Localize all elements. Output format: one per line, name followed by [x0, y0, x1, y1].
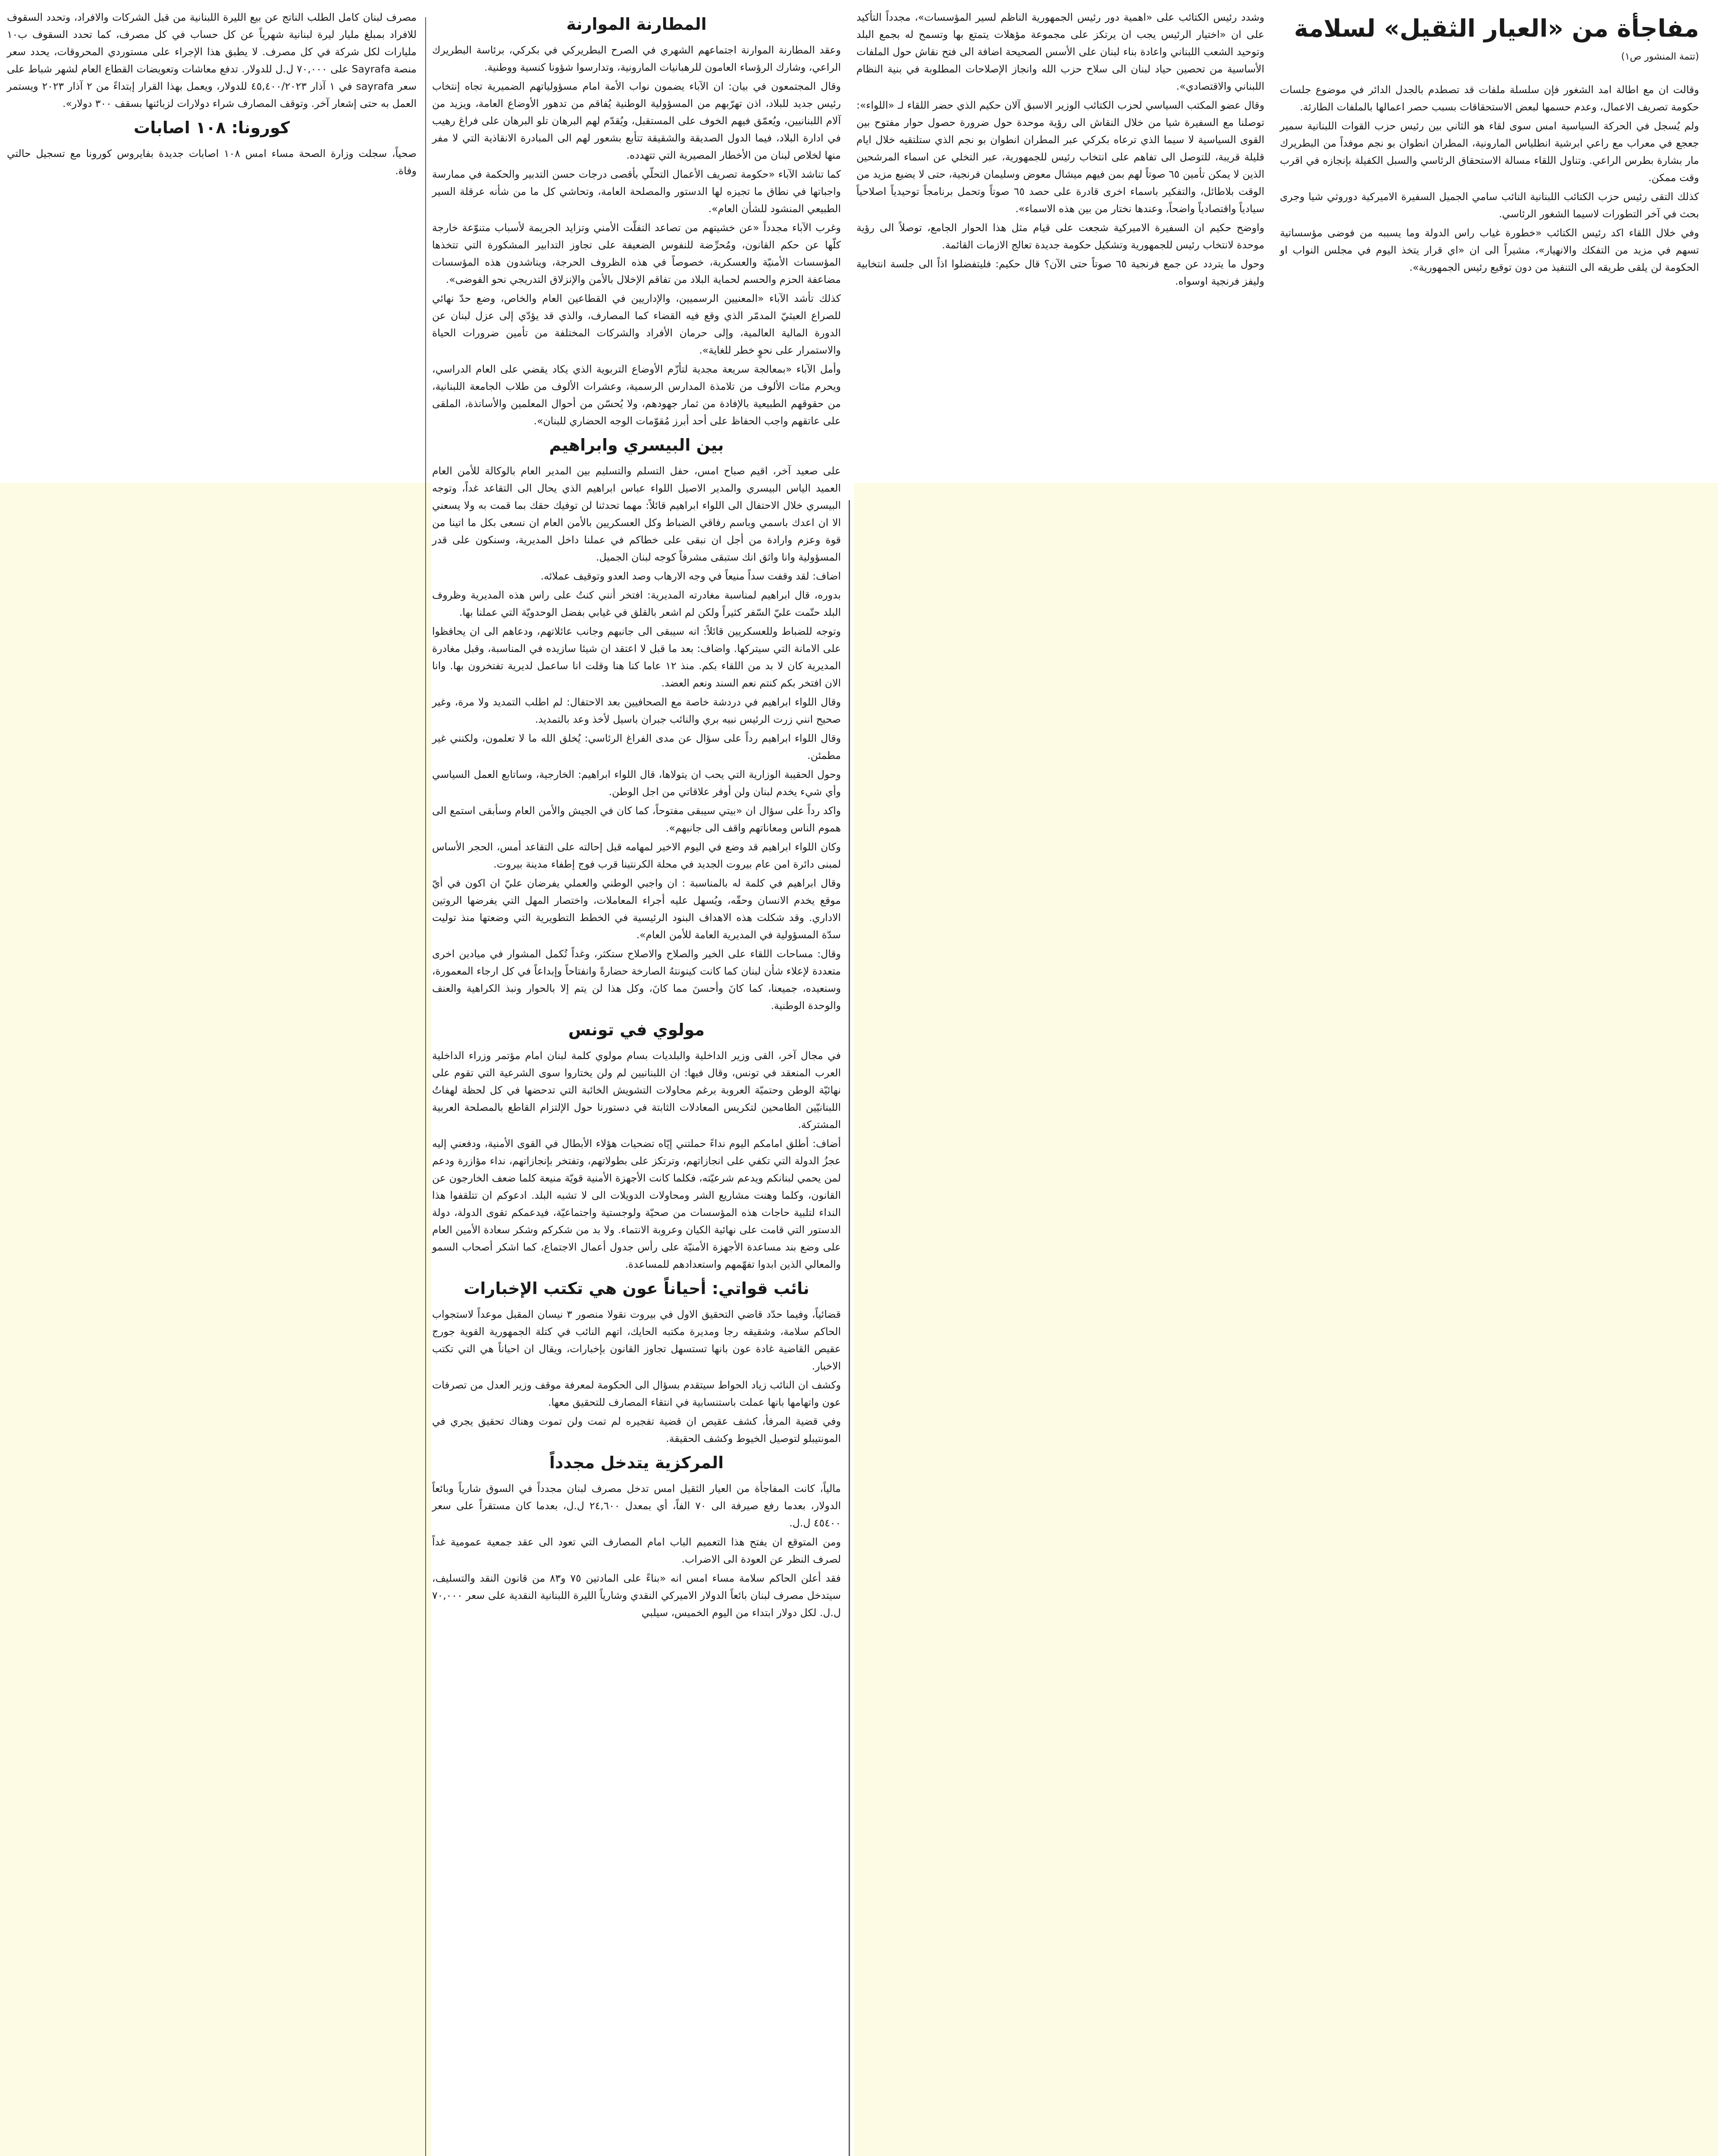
paragraph: اضاف: لقد وقفت سداً منيعاً في وجه الارهاب وصد العدو وتوقيف عملائه.: [540, 570, 841, 582]
column-3: [432, 9, 841, 1623]
paragraph: بدوره، قال ابراهيم لمناسبة مغادرته المديرية: افتخر أنني كنتُ على راس هذه المديرية وظروف البلد حتّمت عليّ السّفر كثيراً ولكن لم اشعر بالقلق في غيابي بفضل الوحدويّة التي عملنا بها.: [432, 589, 841, 618]
column-1: [1280, 9, 1699, 278]
byline: (تتمة المنشور ص١): [1621, 51, 1699, 62]
paragraph: وقال المجتمعون في بيان: ان الآباء يضمون نواب الأمة امام مسؤولياتهم الضميرية تجاه إنتخاب رئيس جديد للبلاد، اذن تهرّبهم من المسؤولية الوطنية يُفاقم من تدهور الأوضاع العامة، ويزيد من آلام اللبنانيين، ويُعمّق فيهم الخوف على المستقبل، ويُقدّم لهم البرهان تلو البرهان على فراغ رهيب في ادارة البلاد، فيما الدول الصديقة والشقيقة تتأبع بشعور لهم الى المبادرة الانقاذية التي لا مفر منها لخلاص لبنان من الأخطار المصيرية التي تتهدده.: [432, 80, 841, 161]
paragraph: وغرب الآباء مجدداً «عن خشيتهم من تصاعد التفلّت الأمني وتزايد الجريمة لأسباب متنوّعة خارجة كلّها عن حكم القانون، ومُحرِّضة للنفوس الضعيفة على تجاوز التدابير المشكورة التي تتخذها المؤسسات الأمنيّة والعسكرية، خصوصاً في هذه الظروف الحرجة، ويناشدون هذه المؤسسات مضاعفة الحزم والحسم لحماية البلاد من تفاقم الإخلال بالأمن والإنزلاق التدريجي نحو الفوضى».: [432, 222, 841, 285]
paragraph: وقالت ان مع اطالة امد الشغور فإن سلسلة ملفات قد تصطدم بالجدل الدائر في موضوع جلسات حكومة تصريف الاعمال، وعدم حسمها لبعض الاستحقاقات بسبب حصر اعمالها بالملفات الطارئة.: [1280, 84, 1699, 113]
paragraph: وكشف ان النائب زياد الحواط سيتقدم بسؤال الى الحكومة لمعرفة موقف وزير العدل من تصرفات عون واتهامها بانها عملت باستنسابية في انتقاء المصارف للتحقيق معها.: [432, 1379, 841, 1408]
paragraph: وقال: مساحات اللقاء على الخير والصلاح والاصلاح ستكثر، وغداً تُكمل المشوار في ميادين اخرى متعددة لإعلاء شأن لبنان كما كانت كينونتهُ الصارخة حضارةً وانفتاحاً وإبداعاً في كل ارجاء المعمورة، وسنعيده، جميعنا، كما كانَ وأحسنَ مما كانَ، وكل هذا لن يتم إلا بالحوار ونبذ الكراهية والعنف والوحدة الوطنية.: [432, 948, 841, 1012]
paragraph: في مجال آخر، القى وزير الداخلية والبلديات بسام مولوي كلمة لبنان امام مؤتمر وزراء الداخلية العرب المنعقد في تونس، وقال فيها: ان اللبنانيين لم ولن يختاروا سوى الشرعية التي تقوم على نهائيّة الوطن وحتميّة العروبة برغم محاولات التشويش الخائبة التي تدحضها في كل لحظة لهفاتُ اللبنانيّين الطامحين لتكريس المعادلات الثابتة في دستورنا حول الإلتزام القاطع بالمصلحة العربية المشتركة.: [432, 1050, 841, 1131]
paragraph: وفي قضية المرفأ، كشف عقيص ان قضية تفجيره لم تمت ولن تموت وهناك تحقيق يجري في المونتيبلو لتوصيل الخيوط وكشف الحقيقة.: [432, 1415, 841, 1445]
column-4: [7, 9, 417, 181]
paragraph: وقال اللواء ابراهيم في دردشة خاصة مع الصحافيين بعد الاحتفال: لم اطلب التمديد ولا مرة، وغير صحيح انني زرت الرئيس نبيه بري والنائب جبران باسيل لأخذ وعد بالتمديد.: [432, 696, 841, 725]
paragraph: أضاف: أطلق امامكم اليوم نداءً حملتني إيّاه تضحيات هؤلاء الأبطال في القوى الأمنية، ودفعني إليه عجزُ الدولة التي تكفي على انجازاتهم، وترتكز على بطولاتهم، وتفتخر بإنجازاتهم، نداء مؤازرة ودعم لمن يحمي لبنانكم ويدعم شرعيّته، فكلما كانت الأجهزة الأمنية قويّة منيعة كلما ضعف الخارجون عن القانون، وكلما وهنت مشاريع الشر ومحاولات الدويلات الى لا تشبه البلد. ادعوكم ان تتلقفوا هذا النداء لتلبية حاجات هذه المؤسسات من صحيّة ولوجستية واجتماعيّة، فيدعمكم تقوى الدولة، دولة الدستور التي قامت على نهائية الكيان وعروبة الانتماء. ولا بد من شكركم وشكر سعادة الأمين العام على وضع بند مساعدة الأجهزة الأمنيّة على رأس جدول أعمال الاجتماع، كما اشكر أصحاب السمو والمعالي الذين ابدوا تفهّمهم واستعدادهم للمساعدة.: [432, 1138, 841, 1270]
section-heading: كورونا: ١٠٨ اصابات: [134, 118, 290, 137]
paragraph: قضائياً، وفيما حدّد قاضي التحقيق الاول في بيروت نقولا منصور ٣ نيسان المقبل موعداً لاستجواب الحاكم سلامة، وشقيقه رجا ومديرة مكتبه الحايك، اتهم النائب في كتلة الجمهورية القوية جورج عقيص القاضية غادة عون بانها تستسهل تجاوز القانون بإخبارات، ويقال ان احياناً هي التي تكتب الاخبار.: [432, 1308, 841, 1372]
column-2: [856, 9, 1264, 291]
section-heading: المركزية يتدخل مجدداً: [549, 1453, 724, 1472]
paragraph: مالياً، كانت المفاجأة من العيار الثقيل امس تدخل مصرف لبنان مجدداً في السوق شارياً وبائعاً الدولار، بعدما رفع صيرفة الى ٧٠ الفاً، أي بمعدل ٢٤,٦٠٠ ل.ل، بعدما كان مستقراً على سعر ٤٥٤٠٠ ل.ل.: [432, 1482, 841, 1529]
paragraph: وقال ابراهيم في كلمة له بالمناسبة : ان واجبي الوطني والعملي يفرضان عليّ ان اكون في أيّ موقع يخدم الانسان وحقّه، ويُسهل عليه أجراء المعاملات، واختصار المهل التي يفرضها الروتين الاداري. وقد شكلت هذه الاهداف البنود الرئيسية في الخطط التطويرية التي وضعتها منذ توليت سدّة المسؤولية في المديرية العامة للأمن العام».: [432, 877, 841, 941]
headline: مفاجأة من «العيار الثقيل» لسلامة: [1294, 15, 1699, 43]
paragraph: كذلك التقى رئيس حزب الكتائب اللبنانية النائب سامي الجميل السفيرة الاميركية دوروثي شيا وجرى بحث في آخر التطورات لاسيما الشغور الرئاسي.: [1280, 191, 1699, 220]
paragraph: وتوجه للضباط وللعسكريين قائلاً: انه سيبقى الى جانبهم وجانب عائلاتهم، ودعاهم الى ان يحافظوا على الامانة التي سيتركها. واضاف: بعد ما قبل لا اعتقد ان شيئا سازيده في المناسبة، وقبل مغادرة المديرية كان لا بد من اللقاء بكم. منذ ١٢ عاما كنا هنا وقلت انا ساعمل لديرية تفتخرون بها. وانا الان افتخر بكم كنتم نعم السند ونعم العضد.: [432, 625, 841, 689]
section-heading: مولوي في تونس: [568, 1020, 705, 1039]
paragraph: كما تناشد الآباء «حكومة تصريف الأعمال التحلّي بأقصى درجات حسن التدبير والحكمة في ممارسة واجباتها في نطاق ما تجيزه لها الدستور والمصلحة العامة، وتحاشي كل ما من شأنه عرقلة السير الطبيعي المنشود للشأن العام».: [432, 168, 841, 215]
paragraph: وقال عضو المكتب السياسي لحزب الكتائب الوزير الاسبق آلان حكيم الذي حضر اللقاء لـ «اللواء»: توصلنا مع السفيرة شيا من خلال النقاش الى رؤية موحدة حول ضرورة حصول حوار مفتوح بين القوى السياسية لا سيما الذي ترعاه بكركي عبر المطران انطوان بو نجم الذي ستلتقيه خلال ايام قليلة قريبة، للتوصل الى تفاهم على انتخاب رئيس للجمهورية، عبر التخلي عن اسماء المرشحين الذين لا يمكن تأمين ٦٥ صوتاً لهم بمن فيهم ميشال معوض وسليمان فرنجية، حتى لا يضيع مزيد من الوقت بلاطائل، والتفكير باسماء اخرى قادرة على حصد ٦٥ صوتاً وتحمل برنامجاً توحيدياً اصلاحياً سيادياً واقتصادياً واضحاً، وعندها نختار من بين هذه الاسماء».: [856, 99, 1264, 215]
column-rule: [849, 500, 850, 2156]
paragraph: كذلك تأشد الآباء «المعنيين الرسميين، والإداريين في القطاعين العام والخاص، وضع حدّ نهائي للصراع العبثيّ المدمّر الذي وقع فيه القضاء كما المصارف، والذي قد يؤدّي إلى عزل لبنان عن الدورة المالية العالمية، وإلى حرمان الأفراد والشركات المختلفة من تأمين ضرورات الحياة والاستمرار على نحوٍ خطر للغاية».: [432, 292, 841, 356]
paragraph: وشدد رئيس الكتائب على «اهمية دور رئيس الجمهورية الناظم لسير المؤسسات»، مجدداً التأكيد على ان «اختيار الرئيس يجب ان يرتكز على مجموعة مؤهلات يتمتع بها وتسمح له بجمع البلد وتوحيد الشعب اللبناني واعادة بناء لبنان على الأسس الصحيحة اضافة الى فتح نقاش حول الملفات الأساسية من تحصين حياد لبنان الى سلاح حزب الله وانجاز الإصلاحات المطلوبة في بنية النظام اللبناني والاقتصادي».: [856, 11, 1264, 92]
paragraph: وأمل الآباء «بمعالجة سريعة مجدية لتأزّم الأوضاع التربوية الذي يكاد يقضي على العام الدراسي، ويحرم مئات الألوف من تلامذة المدارس الرسمية، وعشرات الألوف من طلاب الجامعة اللبنانية، من حقوقهم الطبيعية بالإفادة من ثمار جهودهم، ولا يُحسّن من أحوال المعلمين والأساتذة، الملقى على عاتقهم واجب الحفاظ على أحد أبرز مُقوّمات الوجه الحضاري للبنان».: [432, 363, 841, 427]
paragraph: ولم يُسجل في الحركة السياسية امس سوى لقاء هو الثاني بين رئيس حزب القوات اللبنانية سمير جعجع في معراب مع راعي ابرشية انطلياس المارونية، المطران انطوان بو نجم موفداً من البطريرك مار بشارة بطرس الراعي. وتناول اللقاء مسالة الاستحقاق الرئاسي والسبل الكفيلة بإنجازه في اقرب وقت ممكن.: [1280, 120, 1699, 184]
paragraph: وحول ما يتردد عن جمع فرنجية ٦٥ صوتاً حتى الآن؟ قال حكيم: فليتفضلوا اذاً الى جلسة انتخابية وليفز فرنجية اوسواه.: [856, 258, 1264, 287]
paragraph: وفي خلال اللقاء اكد رئيس الكتائب «خطورة غياب راس الدولة وما يسببه من فوضى مؤسساتية تسهم في مزيد من التفكك والانهيار»، مشيراً الى ان «اي قرار يتخذ اليوم في مجلس النواب او الحكومة لن يلقى طريقه الى التنفيذ من دون توقيع رئيس الجمهورية».: [1280, 227, 1699, 273]
paragraph: مصرف لبنان كامل الطلب الناتج عن بيع الليرة اللبنانية من قبل الشركات والافراد، وتحدد السقوف للافراد بمبلغ مليار ليرة لبنانية شهرياً عن كل حساب في كل مصرف، كما تحدد السقوف ب١٠ مليارات لكل شركة في كل مصرف. لا يطبق هذا الإجراء على مستوردي المحروقات، يحدد سعر منصة Sayrafa على ٧٠,٠٠٠ ل.ل للدولار. تدفع معاشات وتعويضات القطاع العام لشهر شباط على سعر sayrafa في ١ آذار ٤٥,٤٠٠/٢٠٢٣ للدولار، ويعمل بهذا القرار إبتداءً من ٢ آذار ٢٠٢٣ ويستمر العمل به حتى إشعار آخر. وتوقف المصارف شراء دولارات لزبائنها بسقف ٣٠٠ دولار».: [7, 11, 417, 110]
paragraph: وكان اللواء ابراهيم قد وضع في اليوم الاخير لمهامه قبل إحالته على التقاعد أمس، الحجر الأساس لمبنى دائرة امن عام بيروت الجديد في محلة الكرنتينا قرب فوج إطفاء مدينة بيروت.: [432, 841, 841, 870]
column-rule: [425, 17, 426, 2156]
paragraph: واوضح حكيم ان السفيرة الاميركية شجعت على قيام مثل هذا الحوار الجامع، توصلاً الى رؤية موحدة لانتخاب رئيس للجمهورية وتشكيل حكومة جديدة تعالج الازمات القائمة.: [856, 222, 1264, 251]
paragraph: وقال اللواء ابراهيم رداً على سؤال عن مدى الفراغ الرئاسي: يُخلق الله ما لا تعلمون، ولكنني غير مطمئن.: [432, 732, 841, 761]
paragraph: وعقد المطارنة الموارنة اجتماعهم الشهري في الصرح البطريركي في بكركي، برئاسة البطريرك الراعي، وشارك الرؤساء العامون للرهبانيات المارونية، وتدارسوا شؤونا كنسية ووطنية.: [432, 44, 841, 73]
section-heading: بين البيسري وابراهيم: [549, 436, 724, 454]
paragraph: وحول الحقيبة الوزارية التي يحب ان يتولاها، قال اللواء ابراهيم: الخارجية، وساتابع العمل السياسي وأي شيء يخدم لبنان ولن أوفر علاقاتي من اجل الوطن.: [432, 768, 841, 798]
paragraph: صحياً، سجلت وزارة الصحة مساء امس ١٠٨ اصابات جديدة بفايروس كورونا مع تسجيل حالتي وفاة.: [7, 147, 417, 177]
section-heading: المطارنة الموارنة: [566, 15, 707, 34]
paragraph: واكد رداً على سؤال ان «بيتي سيبقى مفتوحاً، كما كان في الجيش والأمن العام وسأبقى استمع الى هموم الناس ومعاناتهم واقف الى جانبهم».: [432, 805, 841, 834]
section-heading: نائب قواتي: أحياناً عون هي تكتب الإخبارات: [464, 1279, 809, 1298]
paragraph: فقد أعلن الحاكم سلامة مساء امس انه «بناءً على المادتين ٧٥ و٨٣ من قانون النقد والتسليف، سيتدخل مصرف لبنان بائعاً الدولار الاميركي النقدي وشارياً الليرة اللبنانية النقدية على سعر ٧٠,٠٠٠ ل.ل. لكل دولار ابتداء من اليوم الخميس، سيلبي: [432, 1572, 841, 1619]
paragraph: ومن المتوقع ان يفتح هذا التعميم الباب امام المصارف التي تعود الى عقد جمعية عمومية غداً لصرف النظر عن العودة الى الاضراب.: [432, 1536, 841, 1565]
paragraph: على صعيد آخر، اقيم صباح امس، حفل التسلم والتسليم بين المدير العام بالوكالة للأمن العام العميد الياس البيسري والمدير الاصيل اللواء عباس ابراهيم الذي يحال الى التقاعد غداً، وتوجه البيسري خلال الاحتفال الى اللواء ابراهيم قائلاً: مهما تحدثنا لن توفيك حقك بما قمت به ولا يسعني الا ان اعدك باسمي وباسم رفاقي الضباط وكل العسكريين بالأمن العام ان نسعى بكل ما اتينا من قوة وعزم وارادة من أجل ان نبقى على خطاكم في عملنا داخل المديرية، وسنكون على قدر المسؤولية وانا واثق انك ستبقى مشرفاً كوجه لبنان الجميل.: [432, 465, 841, 563]
